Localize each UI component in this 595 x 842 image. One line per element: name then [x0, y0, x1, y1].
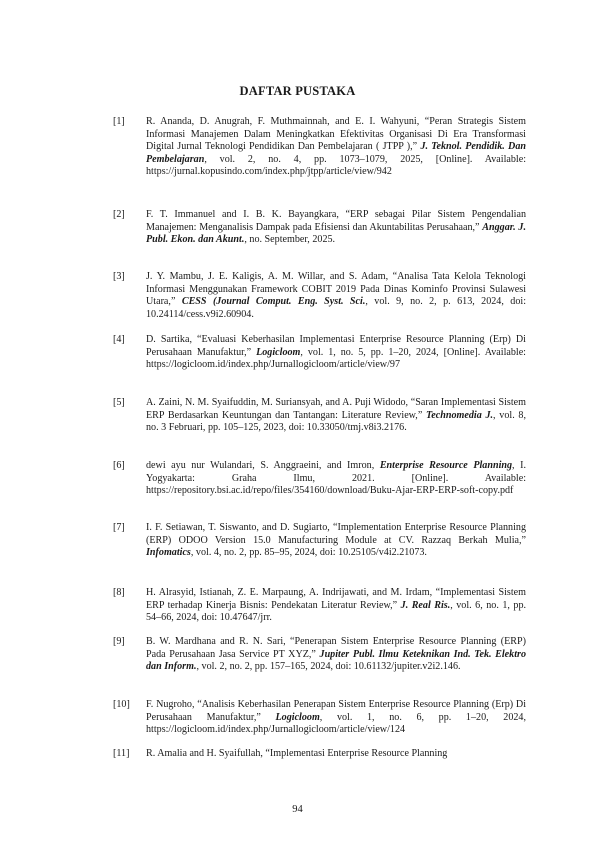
reference-number: [5]: [113, 397, 125, 408]
reference-text: dewi ayu nur Wulandari, S. Anggraeini, and Imron, Enterprise Resource Planning, I. Yogyakarta: Graha Ilmu, 2021. [Online]. Available: https://repository.bsi.ac.id/repo/files/354160/download/Buku-Ajar-ERP-ERP-soft-copy.pdf: [146, 460, 526, 496]
reference-venue: Anggar. J. Publ. Ekon. dan Akunt.: [146, 221, 526, 245]
reference-venue: Infomatics: [146, 547, 191, 558]
reference-text: J. Y. Mambu, J. E. Kaligis, A. M. Willar, and S. Adam, “Analisa Tata Kelola Teknologi Informasi Menggunakan Framework COBIT 2019 Pada Dinas Kominfo Provinsi Sulawesi Utara,” CESS (Journal Comput. Eng. Syst. Sci., vol. 9, no. 2, p. 613, 2024, doi: 10.24114/cess.v9i2.60904.: [146, 271, 526, 320]
reference-number: [3]: [113, 271, 125, 282]
reference-number: [4]: [113, 334, 125, 345]
reference-number: [7]: [113, 522, 125, 533]
reference-venue: CESS (Journal Comput. Eng. Syst. Sci.: [181, 296, 366, 307]
reference-venue: Jupiter Publ. Ilmu Keteknikan Ind. Tek. Elektro dan Inform.: [146, 648, 526, 672]
reference-text: F. T. Immanuel and I. B. K. Bayangkara, “ERP sebagai Pilar Sistem Pengendalian Manajemen: Menganalisis Dampak pada Efisiensi dan Akuntabilitas Perusahaan,” Anggar. J. Publ. Ekon. dan Akunt., no. September, 2025.: [146, 209, 526, 245]
reference-number: [10]: [113, 699, 130, 710]
reference-venue: J. Teknol. Pendidik. Dan Pembelajaran: [146, 141, 527, 165]
reference-text: I. F. Setiawan, T. Siswanto, and D. Sugiarto, “Implementation Enterprise Resource Planning (ERP) ODOO Version 15.0 Manufacturing Module at CV. Razzaq Berkah Mulia,” Infomatics, vol. 4, no. 2, pp. 85–95, 2024, doi: 10.25105/v4i2.21073.: [146, 522, 526, 558]
reference-venue: Technomedia J.: [426, 409, 494, 421]
page-number: 94: [292, 804, 303, 815]
reference-text: A. Zaini, N. M. Syaifuddin, M. Suriansyah, and A. Puji Widodo, “Saran Implementasi Sistem ERP Berdasarkan Keuntungan dan Tantangan: Literature Review,” Technomedia J., vol. 8, no. 3 Februari, pp. 105–125, 2023, doi: 10.33050/tmj.v8i3.2176.: [146, 397, 527, 433]
reference-number: [11]: [113, 748, 130, 759]
reference-text: B. W. Mardhana and R. N. Sari, “Penerapan Sistem Enterprise Resource Planning (ERP) Pada Perusahaan Jasa Service PT XYZ,” Jupiter Publ. Ilmu Keteknikan Ind. Tek. Elektro dan Inform., vol. 2, no. 2, pp. 157–165, 2024, doi: 10.61132/jupiter.v2i2.146.: [146, 636, 526, 672]
reference-text: D. Sartika, “Evaluasi Keberhasilan Implementasi Enterprise Resource Planning (Erp) Di Perusahaan Manufaktur,” Logicloom, vol. 1, no. 5, pp. 1–20, 2024, [Online]. Available: https://logicloom.id/index.php/Jurnallogicloom/article/view/97: [146, 334, 526, 370]
reference-venue: Enterprise Resource Planning: [379, 460, 513, 471]
reference-number: [9]: [113, 636, 125, 647]
reference-text: R. Ananda, D. Anugrah, F. Muthmainnah, and E. I. Wahyuni, “Peran Strategis Sistem Informasi Manajemen Dalam Meningkatkan Efektivitas Organisasi Di Era Transformasi Digital Jurnal Teknologi Pendidikan Dan Pembelajaran ( JTPP ),” J. Teknol. Pendidik. Dan Pembelajaran, vol. 2, no. 4, pp. 1073–1079, 2025, [Online]. Available: https://jurnal.kopusindo.com/index.php/jtpp/article/view/942: [146, 116, 527, 177]
page-title: DAFTAR PUSTAKA: [239, 84, 356, 98]
reference-venue: J. Real Ris.: [400, 599, 451, 611]
reference-number: [2]: [113, 209, 125, 220]
reference-text: F. Nugroho, “Analisis Keberhasilan Penerapan Sistem Enterprise Resource Planning (Erp) Di Perusahaan Manufaktur,” Logicloom, vol. 1, no. 6, pp. 1–20, 2024, https://logicloom.id/index.php/Jurnallogicloom/article/view/124: [146, 699, 526, 735]
reference-venue: Logicloom: [275, 711, 320, 723]
reference-text: H. Alrasyid, Istianah, Z. E. Marpaung, A. Indrijawati, and M. Irdam, “Implementasi Sistem ERP terhadap Kinerja Bisnis: Pendekatan Literatur Review,” J. Real Ris., vol. 6, no. 1, pp. 54–66, 2024, doi: 10.47647/jrr.: [146, 587, 527, 623]
reference-venue: Logicloom: [256, 346, 301, 358]
reference-text: R. Amalia and H. Syaifullah, “Implementasi Enterprise Resource Planning: [146, 748, 448, 759]
reference-number: [8]: [113, 587, 125, 598]
reference-number: [1]: [113, 116, 125, 127]
reference-number: [6]: [113, 460, 125, 471]
